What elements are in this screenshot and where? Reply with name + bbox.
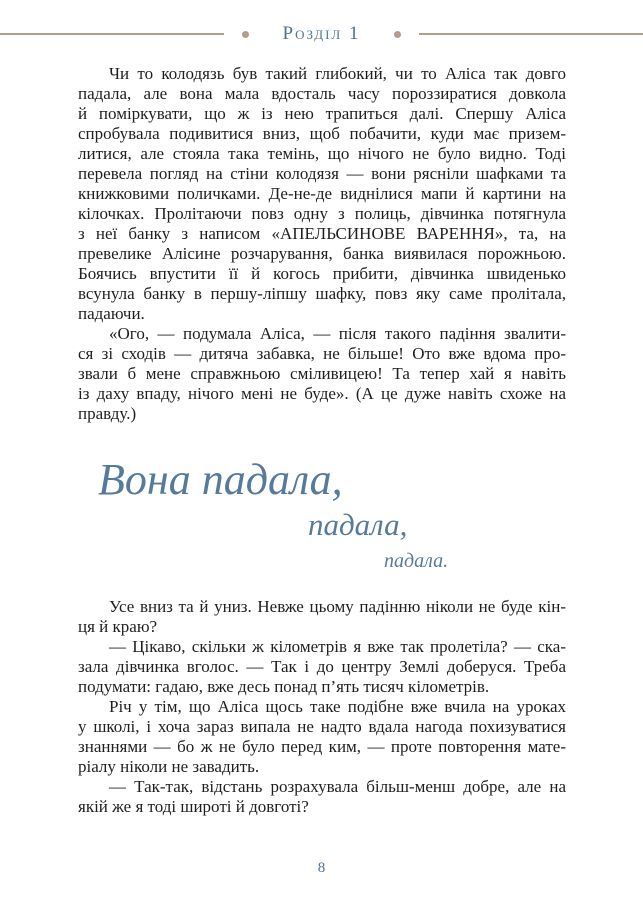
text-line: зала дівчинка вголос. — Так і до центру Землі доберуся. Треба (78, 657, 566, 676)
page-footer (0, 859, 643, 877)
text-line: превелике Алісине розчарування, банка виявилася порожньою. (78, 244, 566, 263)
text-line: — Цікаво, скільки ж кілометрів я вже так пролетіла? — ска- (109, 637, 566, 656)
text-line: «Ого, — подумала Аліса, — після такого падіння звалити- (109, 324, 566, 343)
falling-text (78, 454, 566, 573)
paragraph (78, 637, 566, 697)
text-line: спробувала подивитися вниз, щоб побачити, куди має призем- (78, 124, 566, 143)
text-line: ця й краю? (78, 617, 158, 636)
text-line: кілочках. Пролітаючи повз одну з полиць, дівчинка потягнула (78, 204, 566, 223)
text-line: всунула банку в першу-ліпшу шафку, повз яку саме пролітала, (78, 284, 566, 303)
text-line: правду.) (78, 404, 137, 423)
falling-line-2: падала, (308, 507, 408, 542)
header-rule-left (0, 33, 224, 35)
text-line: литися, але стояла така темінь, що нічого не було видно. Тоді (78, 144, 566, 163)
paragraph (78, 64, 566, 324)
text-line: падаючи. (78, 304, 145, 323)
text-line: перевела погляд на стіни колодязя — вони рясніли шафками та (78, 164, 566, 183)
text-line: Усе вниз та й униз. Невже цьому падінню ніколи не буде кін- (109, 597, 566, 616)
paragraphs-bottom (78, 597, 566, 817)
text-line: й поміркувати, що ж із нею трапиться далі. Спершу Аліса (78, 104, 566, 123)
text-line: знаннями — бо ж не було перед ким, — проте повторення мате- (78, 737, 566, 756)
header-rule-right (419, 33, 643, 35)
header-dot-left-icon (242, 31, 249, 38)
text-line: Річ у тім, що Аліса щось таке подібне вже вчила на уроках (109, 697, 566, 716)
text-line: Боячись впустити її й когось прибити, дівчинка швиденько (78, 264, 566, 283)
text-line: якій же я тоді широті й довготі? (78, 797, 309, 816)
text-line: Чи то колодязь був такий глибокий, чи то Аліса так довго (109, 64, 566, 83)
text-line: із даху впаду, нічого мені не буде». (А це дуже навіть схоже на (78, 384, 566, 403)
paragraph (78, 697, 566, 777)
text-line: звали б мене справжньою сміливицею! Та тепер хай я навіть (78, 364, 566, 383)
chapter-header (0, 24, 643, 44)
page-number: 8 (317, 860, 326, 876)
text-line: подумати: гадаю, вже десь понад п’ять тисяч кілометрів. (78, 677, 490, 696)
text-line: у школі, і хоча зараз випала не надто вдала нагода похизуватися (78, 717, 566, 736)
paragraph (78, 597, 566, 637)
text-line: падала, але вона мала вдосталь часу пороззиратися довкола (78, 84, 566, 103)
text-line: з неї банку з написом «АПЕЛЬСИНОВЕ ВАРЕННЯ», та, на (78, 224, 566, 243)
text-line: — Так-так, відстань розрахувала більш-менш добре, але на (109, 777, 566, 796)
falling-line-1: Вона падала, (98, 455, 343, 504)
paragraph (78, 324, 566, 424)
text-line: ріалу ніколи не завадить. (78, 757, 260, 776)
paragraphs-top (78, 64, 566, 424)
text-line: книжковими поличками. Де-не-де виднілися мапи й картини на (78, 184, 566, 203)
falling-line-3: падала. (384, 550, 449, 572)
paragraph (78, 777, 566, 817)
header-dot-right-icon (394, 31, 401, 38)
page-text-block (78, 64, 566, 817)
chapter-title: Розділ 1 (282, 23, 361, 44)
text-line: ся зі сходів — дитяча забавка, не більше! Ото вже вдома про- (78, 344, 566, 363)
